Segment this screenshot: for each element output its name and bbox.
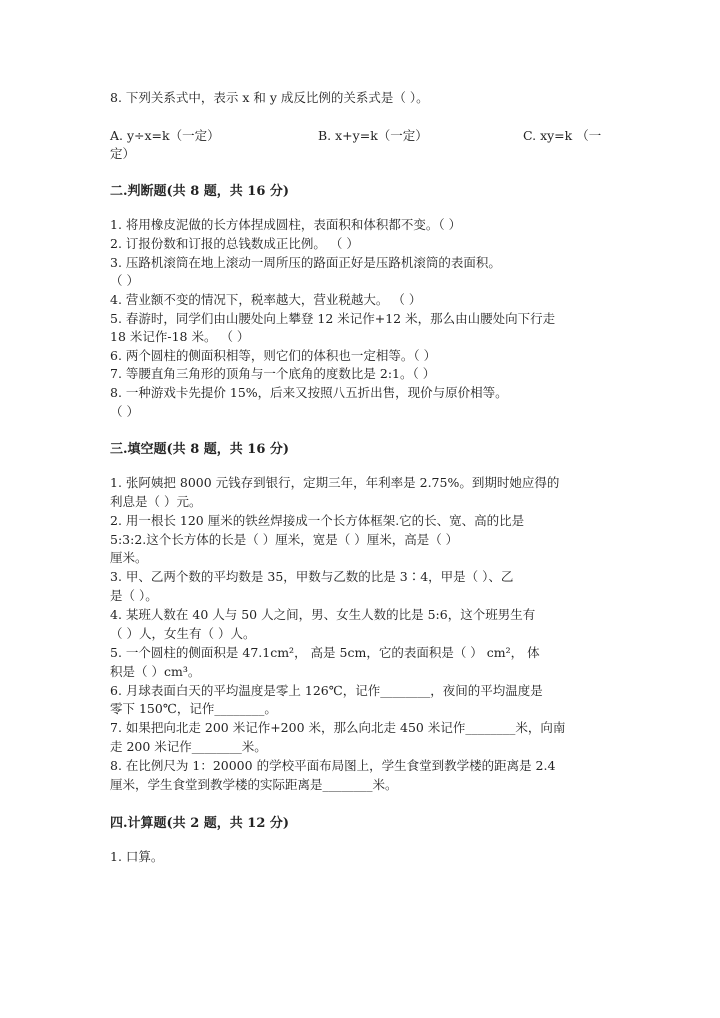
section-3-line: （ ）人，女生有（ ）人。	[110, 626, 256, 641]
section-3-line: 利息是（ ）元。	[110, 494, 202, 509]
section-3-line: 2. 用一根长 120 厘米的铁丝焊接成一个长方体框架.它的长、宽、高的比是	[110, 513, 525, 528]
section-3-line: 8. 在比例尺为 1：20000 的学校平面布局图上，学生食堂到教学楼的距离是 2.4	[110, 758, 556, 773]
section-3-line: 零下 150℃，记作________。	[110, 701, 277, 716]
section-2-line: （ ）	[110, 404, 139, 419]
section-2-line: 8. 一种游戏卡先提价 15%，后来又按照八五折出售，现价与原价相等。	[110, 385, 508, 400]
section-2-line: （ ）	[110, 273, 139, 288]
q8-option-a: A. y÷x=k（一定）	[110, 128, 220, 143]
q8-stem: 8. 下列关系式中，表示 x 和 y 成反比例的关系式是（ ）。	[110, 90, 429, 105]
section-3-title: 三.填空题(共 8 题，共 16 分)	[110, 442, 290, 457]
section-2-line: 7. 等腰直角三角形的顶角与一个底角的度数比是 2:1。（ ）	[110, 366, 436, 381]
section-3-line: 4. 某班人数在 40 人与 50 人之间，男、女生人数的比是 5:6，这个班男生有	[110, 607, 536, 622]
section-2-line: 2. 订报份数和订报的总钱数成正比例。 （ ）	[110, 236, 359, 251]
section-3-line: 走 200 米记作________米。	[110, 739, 267, 754]
section-3-line: 厘米，学生食堂到教学楼的实际距离是________米。	[110, 777, 398, 792]
section-3-line: 3. 甲、乙两个数的平均数是 35，甲数与乙数的比是 3∶4，甲是（ ）、乙	[110, 569, 514, 584]
section-3-line: 1. 张阿姨把 8000 元钱存到银行，定期三年，年利率是 2.75%。到期时她应得的	[110, 475, 560, 490]
section-3-line: 5:3:2.这个长方体的长是（ ）厘米，宽是（ ）厘米，高是（ ）	[110, 532, 459, 547]
q8-option-b: B. x+y=k（一定）	[318, 128, 428, 143]
q8-option-c-cont: 定）	[110, 146, 136, 161]
section-3-line: 5. 一个圆柱的侧面积是 47.1cm²， 高是 5cm，它的表面积是（ ） cm²， 体	[110, 645, 540, 660]
section-4-line: 1. 口算。	[110, 849, 164, 864]
section-4-title: 四.计算题(共 2 题，共 12 分)	[110, 816, 290, 831]
q8-option-c: C. xy=k （一	[523, 128, 602, 143]
section-3-line: 积是（ ）cm³。	[110, 664, 201, 679]
section-2-line: 3. 压路机滚筒在地上滚动一周所压的路面正好是压路机滚筒的表面积。	[110, 255, 501, 270]
section-3-line: 7. 如果把向北走 200 米记作+200 米，那么向北走 450 米记作________米，向南	[110, 720, 566, 735]
section-2-title: 二.判断题(共 8 题，共 16 分)	[110, 184, 290, 199]
section-2-line: 4. 营业额不变的情况下，税率越大，营业税越大。 （ ）	[110, 292, 422, 307]
section-2-line: 1. 将用橡皮泥做的长方体捏成圆柱，表面积和体积都不变。（ ）	[110, 217, 462, 232]
section-2-line: 6. 两个圆柱的侧面积相等，则它们的体积也一定相等。（ ）	[110, 348, 437, 363]
section-2-line: 18 米记作-18 米。 （ ）	[110, 329, 250, 344]
section-2-line: 5. 春游时，同学们由山腰处向上攀登 12 米记作+12 米，那么由山腰处向下行走	[110, 311, 556, 326]
section-3-line: 6. 月球表面白天的平均温度是零上 126℃，记作________，夜间的平均温度是	[110, 683, 543, 698]
section-3-line: 厘米。	[110, 550, 148, 565]
section-3-line: 是（ ）。	[110, 588, 158, 603]
